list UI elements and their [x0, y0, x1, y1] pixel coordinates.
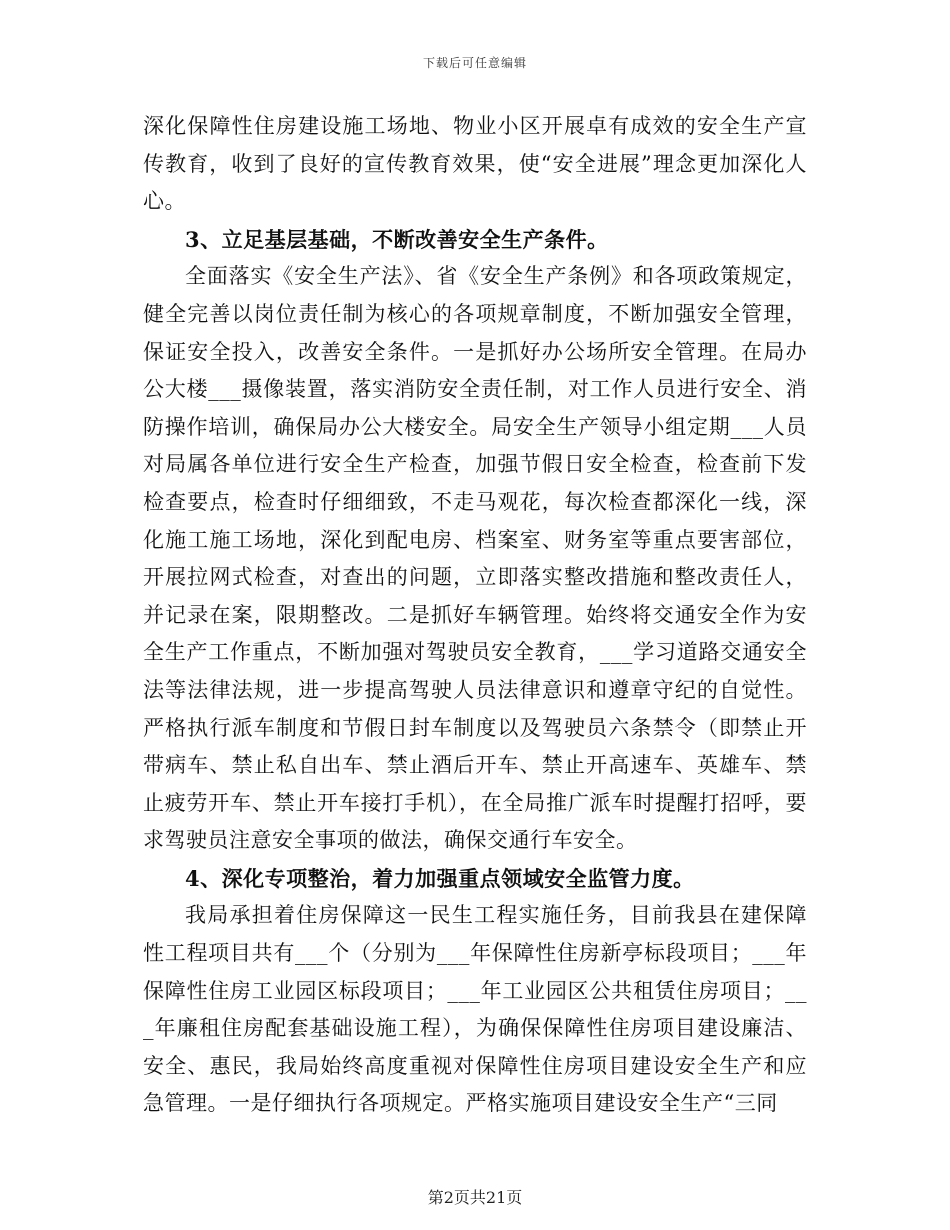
section-heading-4: 4、深化专项整治，着力加强重点领域安全监管力度。: [185, 865, 695, 891]
page-header: 下载后可任意编辑: [422, 56, 527, 70]
document-body: [143, 108, 807, 1123]
paragraph-special-rectification: 我局承担着住房保障这一民生工程实施任务，目前我县在建保障性工程项目共有___个（分别为___年保障性住房新亭标段项目；___年保障性住房工业园区标段项目；___年工业园区公共租赁住房项目；___年廉租住房配套基础设施工程），为确保保障性住房项目建设廉洁、安全、惠民，我局始终高度重视对保障性住房项目建设安全生产和应急管理。一是仔细执行各项规定。严格实施项目建设安全生产“三同: [143, 903, 807, 1116]
page-number: 第2页共21页: [427, 1188, 523, 1207]
paragraph-safety-conditions: 全面落实《安全生产法》、省《安全生产条例》和各项政策规定，健全完善以岗位责任制为核心的各项规章制度，不断加强安全管理，保证安全投入，改善安全条件。一是抓好办公场所安全管理。在局办公大楼___摄像装置，落实消防安全责任制，对工作人员进行安全、消防操作培训，确保局办公大楼安全。局安全生产领导小组定期___人员对局属各单位进行安全生产检查，加强节假日安全检查，检查前下发检查要点，检查时仔细细致，不走马观花，每次检查都深化一线，深化施工施工场地，深化到配电房、档案室、财务室等重点要害部位，开展拉网式检查，对查出的问题，立即落实整改措施和整改责任人，并记录在案，限期整改。二是抓好车辆管理。始终将交通安全作为安全生产工作重点，不断加强对驾驶员安全教育，___学习道路交通安全法等法律法规，进一步提高驾驶人员法律意识和遵章守纪的自觉性。严格执行派车制度和节假日封车制度以及驾驶员六条禁令（即禁止开带病车、禁止私自出车、禁止酒后开车、禁止开高速车、英雄车、禁止疲劳开车、禁止开车接打手机），在全局推广派车时提醒打招呼，要求驾驶员注意安全事项的做法，确保交通行车安全。: [143, 264, 807, 853]
section-heading-3: 3、立足基层基础，不断改善安全生产条件。: [185, 226, 609, 252]
paragraph-continuation: 深化保障性住房建设施工场地、物业小区开展卓有成效的安全生产宣传教育，收到了良好的宣传教育效果，使“安全进展”理念更加深化人心。: [143, 114, 807, 214]
